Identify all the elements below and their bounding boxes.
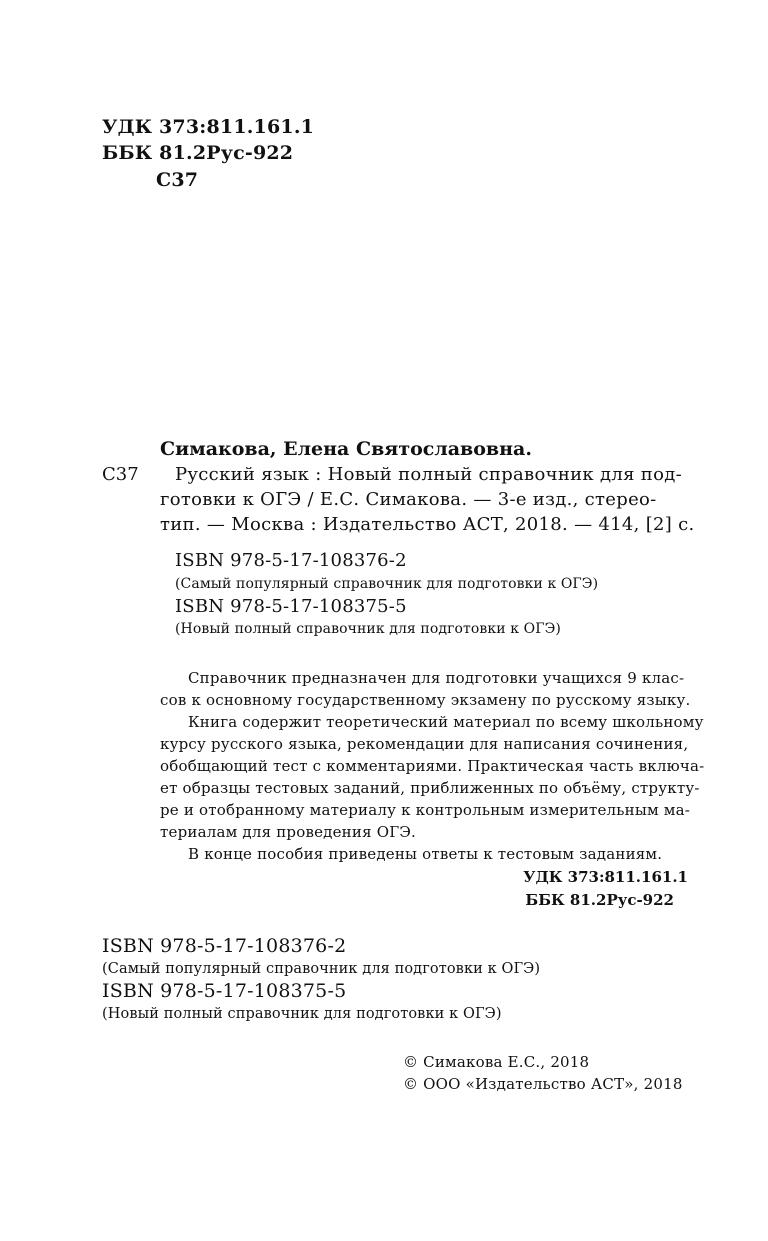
annotation-line-2: сов к основному государственному экзамену по русскому языку. [160,691,691,709]
biblio-line-1: Русский язык : Новый полный справочник для под- [175,464,682,485]
biblio-line-3: тип. — Москва : Издательство АСТ, 2018. — 414, [2] с. [160,514,695,535]
bottom-isbn-1-note: (Самый популярный справочник для подготовки к ОГЭ) [102,961,541,977]
copyright-publisher: © ООО «Издательство АСТ», 2018 [403,1075,683,1093]
entry-cutter: С37 [102,464,139,485]
annotation-line-6: ет образцы тестовых заданий, приближенных по объёму, структу- [160,779,700,797]
annotation-line-1: Справочник предназначен для подготовки учащихся 9 клас- [188,669,685,687]
annotation-line-7: ре и отобранному материалу к контрольным измерительным ма- [160,801,691,819]
entry-isbn-2-note: (Новый полный справочник для подготовки к ОГЭ) [175,621,561,637]
entry-isbn-1-note: (Самый популярный справочник для подготовки к ОГЭ) [175,576,599,592]
entry-isbn-1: ISBN 978-5-17-108376-2 [175,550,407,571]
cutter-code-top: С37 [156,169,199,191]
annotation-line-8: териалам для проведения ОГЭ. [160,823,416,841]
annotation-line-3: Книга содержит теоретический материал по всему школьному [188,713,704,731]
bbk-code-right: ББК 81.2Рус-922 [525,891,674,909]
copyright-author: © Симакова Е.С., 2018 [403,1053,590,1071]
annotation-line-9: В конце пособия приведены ответы к тестовым заданиям. [188,845,663,863]
author-name: Симакова, Елена Святославовна. [160,438,532,460]
bottom-isbn-2-note: (Новый полный справочник для подготовки к ОГЭ) [102,1006,502,1022]
biblio-line-2: готовки к ОГЭ / Е.С. Симакова. — 3-е изд., стерео- [160,489,657,510]
udk-code-right: УДК 373:811.161.1 [523,868,688,886]
bottom-isbn-1: ISBN 978-5-17-108376-2 [102,935,347,957]
entry-isbn-2: ISBN 978-5-17-108375-5 [175,596,407,617]
udk-code-top: УДК 373:811.161.1 [102,116,315,138]
annotation-line-5: обобщающий тест с комментариями. Практическая часть включа- [160,757,705,775]
bbk-code-top: ББК 81.2Рус-922 [102,142,294,164]
bottom-isbn-2: ISBN 978-5-17-108375-5 [102,980,347,1002]
annotation-line-4: курсу русского языка, рекомендации для написания сочинения, [160,735,689,753]
